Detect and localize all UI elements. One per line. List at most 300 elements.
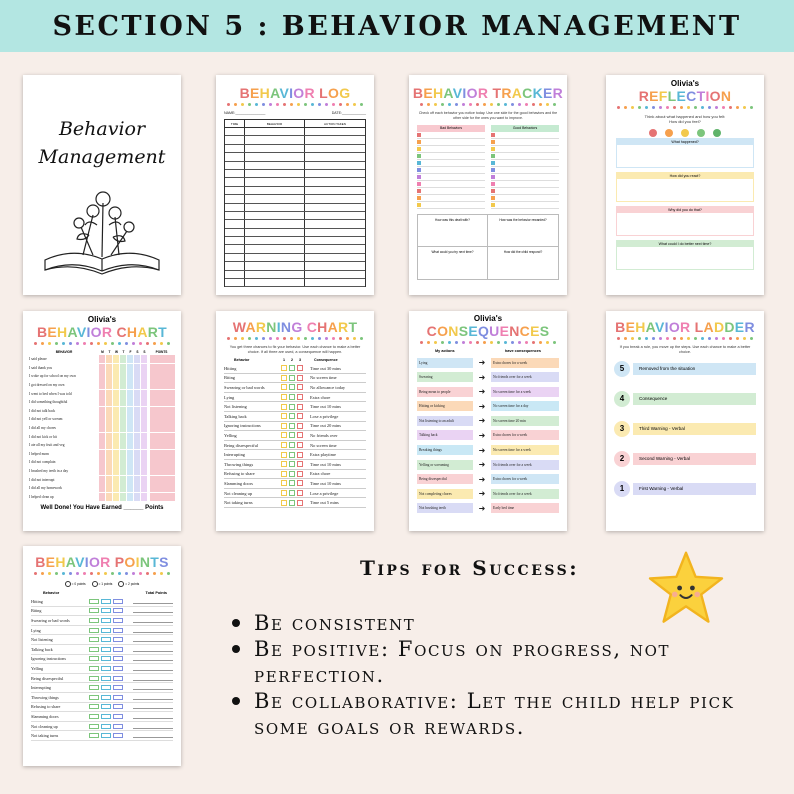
total-line[interactable] [133, 647, 173, 652]
day-cell[interactable] [127, 390, 134, 398]
warning-checkbox[interactable] [297, 452, 303, 458]
points-box[interactable] [89, 628, 99, 633]
warning-checkbox[interactable] [281, 490, 287, 496]
behavior-chart-page[interactable] [23, 311, 181, 531]
warning-checkbox[interactable] [297, 500, 303, 506]
day-cell[interactable] [120, 441, 127, 449]
warning-checkbox[interactable] [281, 500, 287, 506]
points-box[interactable] [101, 666, 111, 671]
warning-checkbox[interactable] [281, 423, 287, 429]
day-cell[interactable] [141, 364, 148, 372]
dot [248, 103, 251, 106]
points-cell[interactable] [150, 450, 175, 458]
checkbox[interactable] [417, 147, 421, 151]
day-cell[interactable] [134, 450, 141, 458]
day-cell[interactable] [127, 467, 134, 475]
day-cell[interactable] [120, 433, 127, 441]
warning-checkbox[interactable] [281, 413, 287, 419]
warning-checkbox[interactable] [281, 452, 287, 458]
points-box[interactable] [113, 695, 123, 700]
checkbox[interactable] [417, 175, 421, 179]
points-cell[interactable] [150, 381, 175, 389]
day-cell[interactable] [113, 381, 120, 389]
day-cell[interactable] [127, 424, 134, 432]
checkbox[interactable] [491, 140, 495, 144]
points-box[interactable] [89, 608, 99, 613]
day-cell[interactable] [113, 407, 120, 415]
dot [90, 342, 93, 345]
day-cell[interactable] [113, 372, 120, 380]
chart-row-label: I ate all my fruit and veg [29, 443, 65, 448]
day-cell[interactable] [120, 467, 127, 475]
day-cell[interactable] [127, 407, 134, 415]
day-cell[interactable] [99, 398, 106, 406]
day-cell[interactable] [141, 415, 148, 423]
total-line[interactable] [133, 599, 173, 604]
points-box[interactable] [101, 724, 111, 729]
warning-consequence: Time out 30 mins [310, 365, 341, 371]
points-box[interactable] [101, 637, 111, 642]
day-cell[interactable] [99, 407, 106, 415]
day-cell[interactable] [127, 441, 134, 449]
day-cell[interactable] [106, 441, 113, 449]
checkbox[interactable] [491, 147, 495, 151]
day-cell[interactable] [113, 398, 120, 406]
points-cell[interactable] [150, 390, 175, 398]
checkbox[interactable] [417, 161, 421, 165]
warning-checkbox[interactable] [289, 375, 295, 381]
points-box[interactable] [101, 733, 111, 738]
day-cell[interactable] [141, 381, 148, 389]
step-text: Consequence [633, 393, 756, 405]
total-line[interactable] [133, 676, 173, 681]
day-cell[interactable] [127, 433, 134, 441]
points-box[interactable] [101, 704, 111, 709]
day-cell[interactable] [127, 364, 134, 372]
day-cell[interactable] [134, 381, 141, 389]
day-cell[interactable] [127, 450, 134, 458]
points-row [31, 645, 173, 655]
behavior-log-page[interactable] [216, 75, 374, 295]
day-cell[interactable] [106, 424, 113, 432]
day-cell[interactable] [127, 493, 134, 501]
dot [455, 341, 458, 344]
day-cell[interactable] [99, 355, 106, 363]
day-cell[interactable] [99, 450, 106, 458]
warning-num-header: 2 [291, 358, 293, 362]
q-rewarded: How was the behavior rewarded? [488, 215, 558, 247]
step-text: Third Warning - Verbal [633, 423, 756, 435]
points-box[interactable] [89, 676, 99, 681]
warning-checkbox[interactable] [297, 480, 303, 486]
checkbox[interactable] [417, 140, 421, 144]
day-cell[interactable] [141, 476, 148, 484]
day-cell[interactable] [141, 355, 148, 363]
warning-checkbox[interactable] [297, 404, 303, 410]
day-cell[interactable] [120, 424, 127, 432]
day-cell[interactable] [134, 407, 141, 415]
day-cell[interactable] [106, 476, 113, 484]
day-cell[interactable] [106, 372, 113, 380]
reflection-box[interactable] [616, 138, 754, 168]
warning-checkbox[interactable] [289, 404, 295, 410]
warning-checkbox[interactable] [281, 394, 287, 400]
points-cell[interactable] [150, 372, 175, 380]
warning-checkbox[interactable] [297, 490, 303, 496]
day-cell[interactable] [141, 441, 148, 449]
points-box[interactable] [113, 666, 123, 671]
day-cell[interactable] [127, 484, 134, 492]
points-box[interactable] [101, 628, 111, 633]
log-row [225, 195, 365, 203]
points-cell[interactable] [150, 364, 175, 372]
day-cell[interactable] [134, 398, 141, 406]
day-cell[interactable] [113, 415, 120, 423]
total-line[interactable] [133, 733, 173, 738]
day-cell[interactable] [99, 415, 106, 423]
checkbox[interactable] [417, 133, 421, 137]
points-box[interactable] [89, 618, 99, 623]
points-cell[interactable] [150, 398, 175, 406]
day-cell[interactable] [141, 450, 148, 458]
day-cell[interactable] [127, 398, 134, 406]
warning-consequence: Time out 10 mins [310, 461, 341, 467]
points-cell[interactable] [150, 441, 175, 449]
total-line[interactable] [133, 695, 173, 700]
day-cell[interactable] [113, 458, 120, 466]
day-cell[interactable] [134, 415, 141, 423]
warning-checkbox[interactable] [281, 375, 287, 381]
points-box[interactable] [113, 733, 123, 738]
day-cell[interactable] [127, 458, 134, 466]
day-cell[interactable] [120, 364, 127, 372]
points-box[interactable] [89, 685, 99, 690]
day-cell[interactable] [106, 390, 113, 398]
points-box[interactable] [101, 608, 111, 613]
points-box[interactable] [89, 724, 99, 729]
points-box[interactable] [113, 608, 123, 613]
day-cell[interactable] [113, 355, 120, 363]
day-cell[interactable] [120, 458, 127, 466]
ladder-step[interactable] [614, 361, 756, 377]
day-cell[interactable] [113, 364, 120, 372]
day-cell[interactable] [106, 407, 113, 415]
day-cell[interactable] [99, 424, 106, 432]
warning-checkbox[interactable] [289, 461, 295, 467]
day-cell[interactable] [120, 484, 127, 492]
warning-checkbox[interactable] [281, 471, 287, 477]
warning-checkbox[interactable] [297, 432, 303, 438]
total-line[interactable] [133, 608, 173, 613]
warning-checkbox[interactable] [281, 384, 287, 390]
day-cell[interactable] [120, 450, 127, 458]
day-cell[interactable] [120, 390, 127, 398]
points-box[interactable] [89, 714, 99, 719]
warning-checkbox[interactable] [297, 384, 303, 390]
points-box[interactable] [101, 647, 111, 652]
total-line[interactable] [133, 685, 173, 690]
day-cell[interactable] [99, 458, 106, 466]
points-box[interactable] [113, 676, 123, 681]
day-cell[interactable] [106, 355, 113, 363]
warning-checkbox[interactable] [297, 375, 303, 381]
points-box[interactable] [89, 733, 99, 738]
warning-checkbox[interactable] [289, 365, 295, 371]
points-box[interactable] [101, 676, 111, 681]
points-box[interactable] [113, 637, 123, 642]
warning-checkbox[interactable] [289, 490, 295, 496]
day-cell[interactable] [134, 355, 141, 363]
total-line[interactable] [133, 714, 173, 719]
day-cell[interactable] [141, 398, 148, 406]
warning-checkbox[interactable] [289, 432, 295, 438]
points-box[interactable] [113, 618, 123, 623]
day-cell[interactable] [99, 381, 106, 389]
points-box[interactable] [89, 695, 99, 700]
day-cell[interactable] [134, 364, 141, 372]
checkbox[interactable] [491, 133, 495, 137]
day-cell[interactable] [127, 476, 134, 484]
warning-checkbox[interactable] [297, 365, 303, 371]
day-cell[interactable] [141, 467, 148, 475]
total-line[interactable] [133, 637, 173, 642]
warning-checkbox[interactable] [297, 394, 303, 400]
checkbox[interactable] [491, 182, 495, 186]
warning-checkbox[interactable] [289, 471, 295, 477]
day-cell[interactable] [134, 484, 141, 492]
day-cell[interactable] [141, 390, 148, 398]
points-box[interactable] [101, 714, 111, 719]
points-cell[interactable] [150, 476, 175, 484]
ladder-step[interactable] [614, 391, 756, 407]
day-cell[interactable] [106, 433, 113, 441]
day-cell[interactable] [141, 407, 148, 415]
warning-checkbox[interactable] [289, 413, 295, 419]
points-box[interactable] [113, 599, 123, 604]
behavior-ladder-page[interactable] [606, 311, 764, 531]
points-box[interactable] [113, 724, 123, 729]
warning-checkbox[interactable] [297, 471, 303, 477]
day-cell[interactable] [134, 372, 141, 380]
points-box[interactable] [101, 618, 111, 623]
points-box[interactable] [113, 714, 123, 719]
points-cell[interactable] [150, 433, 175, 441]
day-cell[interactable] [141, 424, 148, 432]
day-cell[interactable] [106, 450, 113, 458]
dot [332, 337, 335, 340]
total-line[interactable] [133, 666, 173, 671]
points-behavior-header: Behavior [43, 591, 60, 595]
total-line[interactable] [133, 618, 173, 623]
day-cell[interactable] [120, 381, 127, 389]
warning-checkbox[interactable] [289, 500, 295, 506]
points-box[interactable] [101, 695, 111, 700]
points-box[interactable] [113, 656, 123, 661]
good-behaviors-header: Good Behaviors [491, 125, 559, 132]
day-cell[interactable] [99, 372, 106, 380]
reflection-box[interactable] [616, 240, 754, 270]
day-cell[interactable] [141, 433, 148, 441]
points-cell[interactable] [150, 355, 175, 363]
day-cell[interactable] [99, 493, 106, 501]
checkbox[interactable] [417, 189, 421, 193]
warning-checkbox[interactable] [297, 423, 303, 429]
day-cell[interactable] [120, 476, 127, 484]
points-box[interactable] [89, 599, 99, 604]
checkbox[interactable] [417, 154, 421, 158]
day-cell[interactable] [120, 372, 127, 380]
points-box[interactable] [113, 704, 123, 709]
checkbox[interactable] [491, 189, 495, 193]
day-cell[interactable] [106, 493, 113, 501]
day-cell[interactable] [113, 441, 120, 449]
day-cell[interactable] [106, 458, 113, 466]
total-line[interactable] [133, 656, 173, 661]
checkbox[interactable] [491, 203, 495, 207]
points-box[interactable] [101, 599, 111, 604]
day-cell[interactable] [99, 467, 106, 475]
checkbox[interactable] [417, 203, 421, 207]
day-cell[interactable] [127, 381, 134, 389]
warning-checkbox[interactable] [281, 442, 287, 448]
day-cell[interactable] [113, 484, 120, 492]
day-cell[interactable] [99, 484, 106, 492]
points-cell[interactable] [150, 458, 175, 466]
warning-checkbox[interactable] [289, 442, 295, 448]
day-cell[interactable] [134, 433, 141, 441]
day-cell[interactable] [141, 484, 148, 492]
reflection-page[interactable] [606, 75, 764, 295]
day-cell[interactable] [113, 493, 120, 501]
dot [34, 572, 37, 575]
day-cell[interactable] [127, 415, 134, 423]
day-cell[interactable] [127, 355, 134, 363]
dot [325, 337, 328, 340]
points-cell[interactable] [150, 484, 175, 492]
warning-checkbox[interactable] [297, 442, 303, 448]
points-cell[interactable] [150, 424, 175, 432]
day-cell[interactable] [113, 390, 120, 398]
day-cell[interactable] [120, 493, 127, 501]
day-cell[interactable] [120, 415, 127, 423]
day-cell[interactable] [127, 372, 134, 380]
checkbox[interactable] [417, 182, 421, 186]
day-cell[interactable] [134, 390, 141, 398]
day-cell[interactable] [113, 433, 120, 441]
points-cell[interactable] [150, 493, 175, 501]
warning-checkbox[interactable] [281, 432, 287, 438]
day-cell[interactable] [134, 441, 141, 449]
day-cell[interactable] [141, 458, 148, 466]
points-box[interactable] [89, 637, 99, 642]
warning-checkbox[interactable] [289, 384, 295, 390]
day-cell[interactable] [134, 467, 141, 475]
day-cell[interactable] [106, 467, 113, 475]
points-box[interactable] [113, 628, 123, 633]
cover-page[interactable] [23, 75, 181, 295]
warning-checkbox[interactable] [297, 413, 303, 419]
day-cell[interactable] [106, 398, 113, 406]
day-cell[interactable] [99, 390, 106, 398]
day-cell[interactable] [113, 424, 120, 432]
checkbox[interactable] [417, 196, 421, 200]
day-cell[interactable] [134, 424, 141, 432]
total-line[interactable] [133, 704, 173, 709]
day-cell[interactable] [120, 407, 127, 415]
behavior-tracker-page[interactable] [409, 75, 567, 295]
points-cell[interactable] [150, 467, 175, 475]
checkbox[interactable] [491, 154, 495, 158]
warning-checkbox[interactable] [281, 404, 287, 410]
warning-checkbox[interactable] [281, 480, 287, 486]
ladder-step[interactable] [614, 481, 756, 497]
consequences-page[interactable] [409, 311, 567, 531]
warning-checkbox[interactable] [297, 461, 303, 467]
checkbox[interactable] [491, 196, 495, 200]
day-cell[interactable] [99, 364, 106, 372]
day-cell[interactable] [106, 381, 113, 389]
day-cell[interactable] [120, 398, 127, 406]
day-cell[interactable] [141, 493, 148, 501]
day-cell[interactable] [134, 493, 141, 501]
reflection-box[interactable] [616, 206, 754, 236]
day-cell[interactable] [134, 458, 141, 466]
behavior-points-page[interactable] [23, 546, 181, 766]
day-cell[interactable] [106, 364, 113, 372]
day-cell[interactable] [141, 372, 148, 380]
warning-checkbox[interactable] [289, 452, 295, 458]
ladder-step[interactable] [614, 451, 756, 467]
points-box[interactable] [89, 666, 99, 671]
points-box[interactable] [113, 685, 123, 690]
day-cell[interactable] [120, 355, 127, 363]
warning-checkbox[interactable] [281, 365, 287, 371]
warning-checkbox[interactable] [289, 423, 295, 429]
day-cell[interactable] [134, 476, 141, 484]
day-cell[interactable] [99, 476, 106, 484]
checkbox[interactable] [491, 175, 495, 179]
day-cell[interactable] [99, 433, 106, 441]
points-box[interactable] [101, 685, 111, 690]
day-cell[interactable] [113, 476, 120, 484]
points-cell[interactable] [150, 407, 175, 415]
dot [638, 337, 641, 340]
checkbox[interactable] [491, 168, 495, 172]
warning-chart-page[interactable] [216, 311, 374, 531]
checkbox[interactable] [491, 161, 495, 165]
warning-checkbox[interactable] [281, 461, 287, 467]
points-box[interactable] [101, 656, 111, 661]
total-line[interactable] [133, 724, 173, 729]
day-cell[interactable] [99, 441, 106, 449]
day-cell[interactable] [113, 450, 120, 458]
warning-checkbox[interactable] [289, 480, 295, 486]
points-box[interactable] [89, 704, 99, 709]
day-cell[interactable] [106, 415, 113, 423]
total-line[interactable] [133, 628, 173, 633]
warning-checkbox[interactable] [289, 394, 295, 400]
action-cell: Not brushing teeth [417, 503, 473, 513]
day-cell[interactable] [106, 484, 113, 492]
day-cell[interactable] [113, 467, 120, 475]
points-box[interactable] [89, 656, 99, 661]
points-box[interactable] [89, 647, 99, 652]
points-box[interactable] [113, 647, 123, 652]
points-cell[interactable] [150, 415, 175, 423]
ladder-step[interactable] [614, 421, 756, 437]
reflection-box[interactable] [616, 172, 754, 202]
checkbox[interactable] [417, 168, 421, 172]
